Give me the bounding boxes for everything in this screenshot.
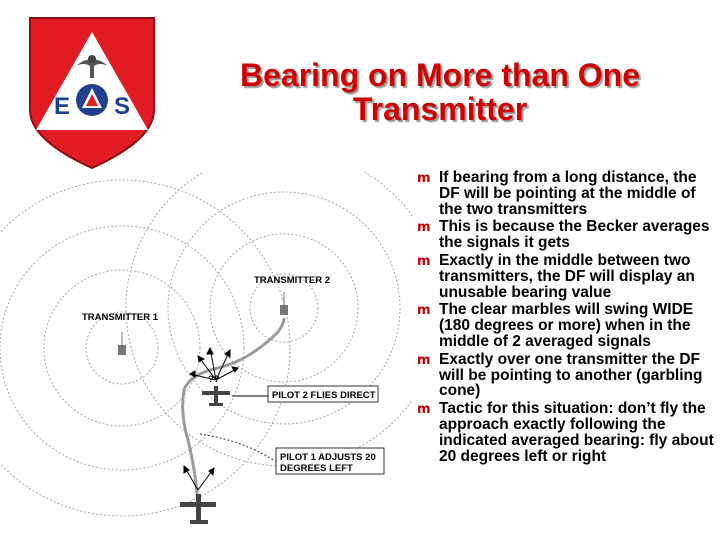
slide-title-line1: Bearing on More than One (239, 57, 641, 93)
bullet-item (414, 401, 714, 464)
bullet-item (414, 170, 714, 217)
pilot2-airplane-icon (202, 386, 230, 406)
pilot1-airplane-icon (180, 494, 216, 524)
transmitter1-label: TRANSMITTER 1 (82, 312, 158, 323)
question-marks-label: ?? (208, 374, 220, 385)
bullet-marker-icon: m (417, 253, 431, 269)
transmitter2-signal-rings (126, 172, 412, 466)
es-logo (22, 12, 162, 172)
bullet-text: Exactly over one transmitter the DF will be pointing to another (garbling cone) (439, 350, 703, 400)
bullet-text: If bearing from a long distance, the DF will be pointing at the middle of the two transmitters (439, 169, 697, 218)
pilot2-label: PILOT 2 FLIES DIRECT (272, 390, 376, 401)
slide-title (175, 58, 705, 126)
bullet-marker-icon: m (417, 303, 431, 319)
pilot1-label-line1: PILOT 1 ADJUSTS 20 (280, 452, 376, 463)
pilot1-bearing-arrows-icon (184, 466, 214, 490)
slide-title-line2: Transmitter (352, 91, 528, 127)
bullet-marker-icon: m (417, 352, 431, 368)
bullet-item (414, 253, 714, 300)
bullet-item (414, 302, 714, 349)
transmitter2-label: TRANSMITTER 2 (254, 275, 330, 286)
bullet-text: Tactic for this situation: don’t fly the approach exactly following the indicated averaged bearing: fly about 20 degrees left or right (439, 400, 714, 465)
bullet-marker-icon: m (417, 402, 431, 418)
bullet-text: The clear marbles will swing WIDE (180 degrees or more) when in the middle of 2 averaged signals (439, 301, 694, 350)
logo-letter-s: S (113, 93, 131, 120)
bullet-item (414, 352, 714, 399)
logo-letter-e: E (53, 93, 71, 120)
bullet-item (414, 219, 714, 251)
transmitter1-signal-rings (0, 180, 290, 516)
pilot1-label-line2: DEGREES LEFT (280, 463, 353, 474)
transmitter-diagram (0, 172, 412, 530)
bullet-list (414, 170, 714, 466)
bullet-marker-icon: m (417, 220, 431, 236)
bullet-marker-icon: m (417, 171, 431, 186)
cap-propeller-icon (76, 84, 108, 116)
pilot2-flight-path (183, 318, 284, 506)
transmitter1-antenna-icon (118, 332, 126, 355)
bullet-text: This is because the Becker averages the signals it gets (439, 218, 710, 252)
bullet-text: Exactly in the middle between two transmitters, the DF will display an unusable bearing value (439, 251, 695, 301)
